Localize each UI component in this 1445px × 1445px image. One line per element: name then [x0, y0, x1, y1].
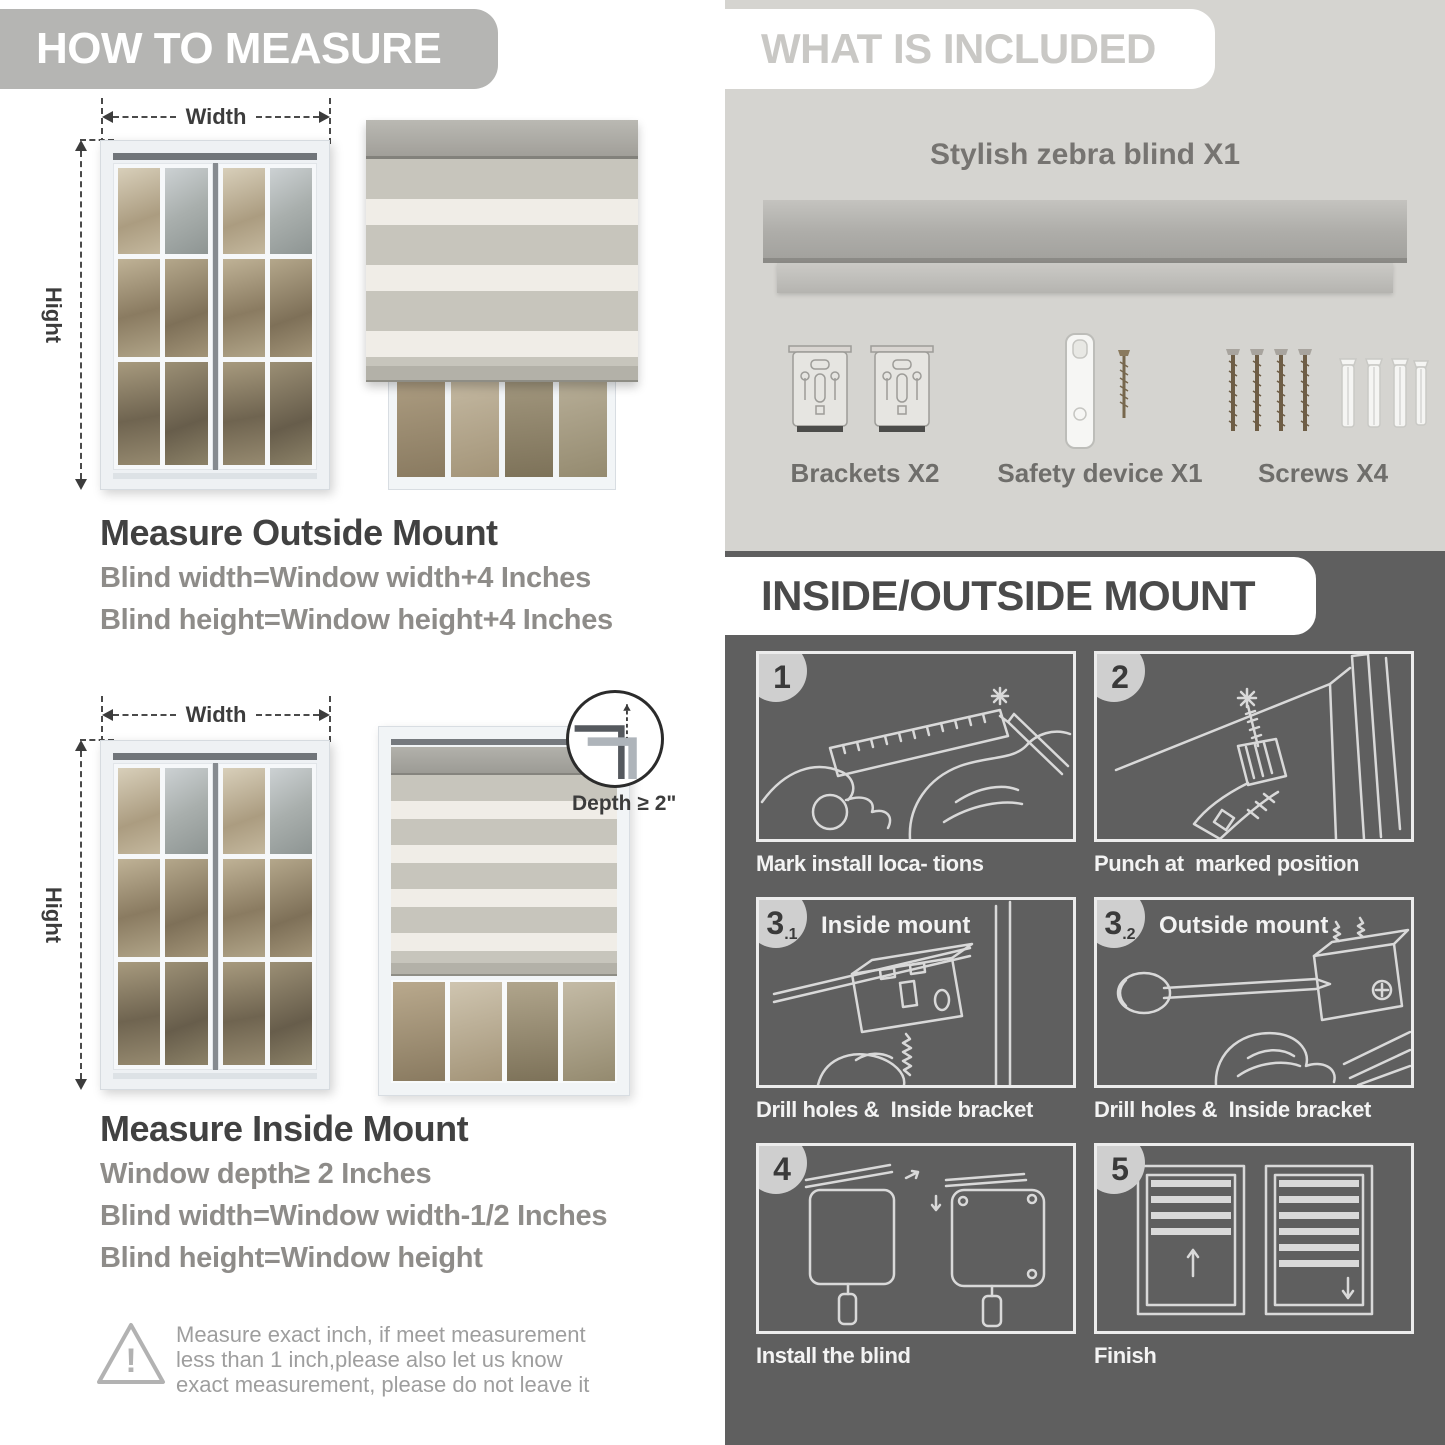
- arrow-left-icon: [102, 709, 113, 721]
- depth-magnifier-icon: [566, 690, 664, 788]
- inside-mount-line3: Blind height=Window height: [100, 1242, 483, 1274]
- step-5: [1094, 1143, 1414, 1373]
- ruler-marking-icon: [759, 654, 1073, 839]
- headrail-bottom-bar: [777, 263, 1393, 293]
- installation-steps: [756, 651, 1416, 1373]
- step-2: [1094, 651, 1414, 881]
- step-caption: Mark install loca- tions: [756, 851, 984, 876]
- blind-item-label: Stylish zebra blind X1: [929, 138, 1241, 171]
- mount-header: [725, 557, 1316, 635]
- step-caption: Drill holes & Inside bracket: [1094, 1097, 1371, 1122]
- step-number-badge: 4: [756, 1143, 807, 1194]
- arrow-down-icon: [75, 1079, 87, 1090]
- headrail-image: [763, 200, 1407, 263]
- how-to-measure-title: HOW TO MEASURE: [36, 24, 442, 73]
- width-label: Width: [185, 104, 247, 129]
- what-is-included-section: [725, 0, 1445, 551]
- step-caption: Drill holes & Inside bracket: [756, 1097, 1033, 1122]
- step-caption: Install the blind: [756, 1343, 911, 1368]
- step-number-badge: 3 .1: [756, 897, 807, 948]
- depth-label: Depth ≥ 2": [572, 792, 677, 815]
- window-photo-inside: [100, 740, 330, 1090]
- window-corner-detail: [569, 693, 655, 779]
- exclamation-mark: !: [125, 1342, 137, 1380]
- brackets-label: Brackets X2: [790, 458, 940, 488]
- screws-label: Screws X4: [1257, 458, 1389, 488]
- outside-mount-label: Outside mount: [1159, 912, 1329, 939]
- step-number-badge: 1: [756, 651, 807, 702]
- arrow-down-icon: [75, 479, 87, 490]
- outside-mount-line2: Blind height=Window height+4 Inches: [100, 604, 613, 636]
- outside-mount-line1: Blind width=Window width+4 Inches: [100, 562, 591, 594]
- what-is-included-title: WHAT IS INCLUDED: [761, 25, 1156, 72]
- warning-text: Measure exact inch, if meet measurement less than 1 inch,please also let us know exact measurement, please do not leave it: [176, 1322, 590, 1397]
- bracket-icon: [787, 340, 937, 445]
- drill-icon: [1097, 654, 1411, 839]
- step-number-badge: 3 .2: [1094, 897, 1145, 948]
- height-label: Hight: [41, 286, 66, 344]
- inside-mount-title: Measure Inside Mount: [100, 1108, 469, 1149]
- screws-anchors-icon: [1220, 345, 1430, 445]
- inside-mount-line1: Window depth≥ 2 Inches: [100, 1158, 432, 1190]
- what-is-included-header: [725, 9, 1215, 89]
- how-to-measure-header: [0, 9, 498, 89]
- right-column: [725, 0, 1445, 1445]
- height-dimension-inside: [41, 740, 92, 1090]
- step-caption: Finish: [1094, 1343, 1157, 1368]
- width-dimension-inside: [102, 704, 330, 726]
- zebra-stripes: [366, 159, 638, 366]
- outside-mount-blind: [366, 120, 638, 490]
- width-label: Width: [185, 702, 247, 727]
- arrow-left-icon: [102, 111, 113, 123]
- inside-mount-line2: Blind width=Window width-1/2 Inches: [100, 1200, 608, 1232]
- finished-blinds-icon: [1097, 1146, 1411, 1331]
- step-1: [756, 651, 1076, 881]
- step-number-badge: 5: [1094, 1143, 1145, 1194]
- inside-outside-mount-section: [725, 551, 1445, 1445]
- blind-bottomrail: [391, 963, 617, 976]
- step-number-badge: 2: [1094, 651, 1145, 702]
- step-4: [756, 1143, 1076, 1373]
- blind-headrail: [366, 120, 638, 159]
- height-label: Hight: [41, 886, 66, 944]
- width-dimension-outside: [102, 106, 330, 128]
- blind-bottomrail: [366, 366, 638, 382]
- step-caption: Punch at marked position: [1094, 851, 1360, 876]
- safety-device-icon: [1060, 332, 1140, 457]
- arrow-up-icon: [75, 140, 87, 151]
- step-3-1: [756, 897, 1076, 1127]
- outside-mount-title: Measure Outside Mount: [100, 512, 498, 553]
- arrow-right-icon: [319, 709, 330, 721]
- warning-triangle-icon: [94, 1320, 168, 1393]
- window-photo-outside: [100, 140, 330, 490]
- mount-title: INSIDE/OUTSIDE MOUNT: [761, 572, 1256, 619]
- safety-device-label: Safety device X1: [997, 458, 1203, 488]
- step-3-2: [1094, 897, 1414, 1127]
- arrow-right-icon: [319, 111, 330, 123]
- height-dimension-outside: [41, 140, 92, 490]
- install-blind-icon: [759, 1146, 1073, 1331]
- inside-mount-label: Inside mount: [821, 912, 971, 939]
- arrow-up-icon: [75, 740, 87, 751]
